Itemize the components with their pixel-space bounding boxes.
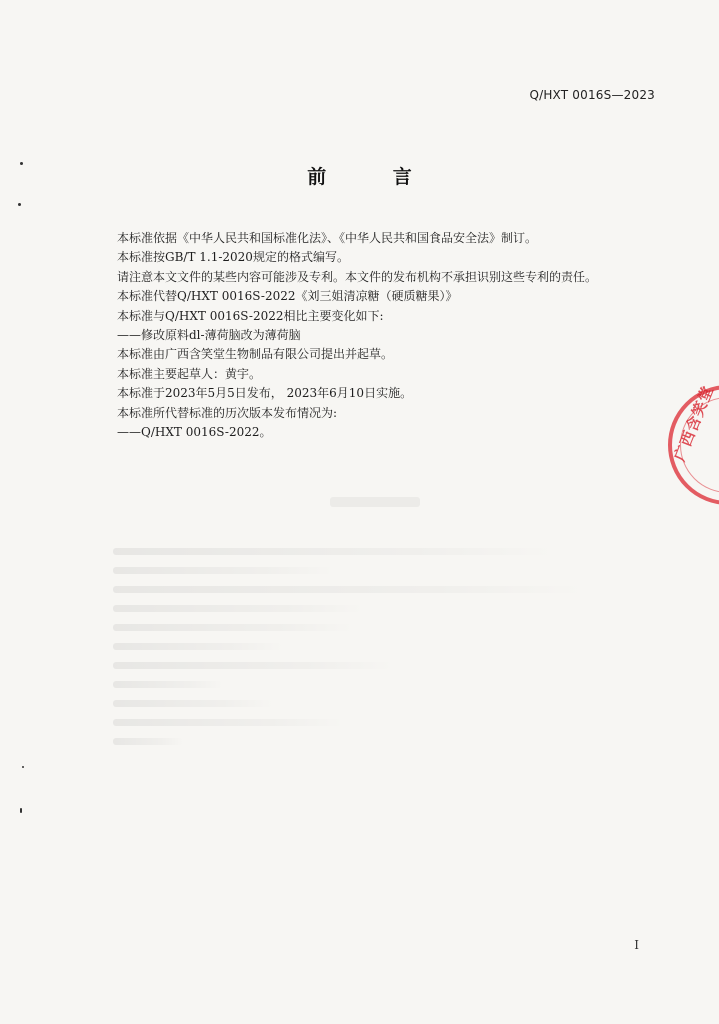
foreword-line: 本标准所代替标准的历次版本发布情况为: xyxy=(117,405,338,420)
foreword-line: 本标准于2023年5月5日发布， 2023年6月10日实施。 xyxy=(117,386,413,401)
foreword-line: 请注意本文文件的某些内容可能涉及专利。本文件的发布机构不承担识别这些专利的责任。 xyxy=(117,269,598,284)
foreword-line: 本标准按GB/T 1.1-2020规定的格式编写。 xyxy=(117,250,349,265)
foreword-line: 本标准依据《中华人民共和国标准化法》、《中华人民共和国食品安全法》制订。 xyxy=(117,231,538,245)
foreword-line: 本标准由广西含笑堂生物制品有限公司提出并起草。 xyxy=(117,347,394,362)
foreword-line: 本标准代替Q/HXT 0016S-2022《刘三姐清凉糖（硬质糖果）》 xyxy=(117,289,458,304)
company-seal xyxy=(668,382,719,505)
standard-code: Q/HXT 0016S—2023 xyxy=(529,88,655,102)
seal-text: 广西含笑堂 xyxy=(670,382,718,464)
foreword-line: ——修改原料dl-薄荷脑改为薄荷脑 xyxy=(117,328,301,343)
foreword-line: ——Q/HXT 0016S-2022。 xyxy=(117,425,272,440)
foreword-body xyxy=(117,229,657,442)
page-title: 前 言 xyxy=(307,166,442,188)
show-through-text xyxy=(113,548,593,757)
page-number: I xyxy=(634,938,639,952)
foreword-line: 本标准与Q/HXT 0016S-2022相比主要变化如下: xyxy=(117,308,384,323)
margin-dot xyxy=(20,808,22,813)
show-through-mark xyxy=(330,497,420,507)
margin-dot xyxy=(22,766,24,768)
margin-dot xyxy=(20,162,23,165)
foreword-line: 本标准主要起草人：黄宇。 xyxy=(117,366,262,381)
margin-dot xyxy=(18,203,21,206)
